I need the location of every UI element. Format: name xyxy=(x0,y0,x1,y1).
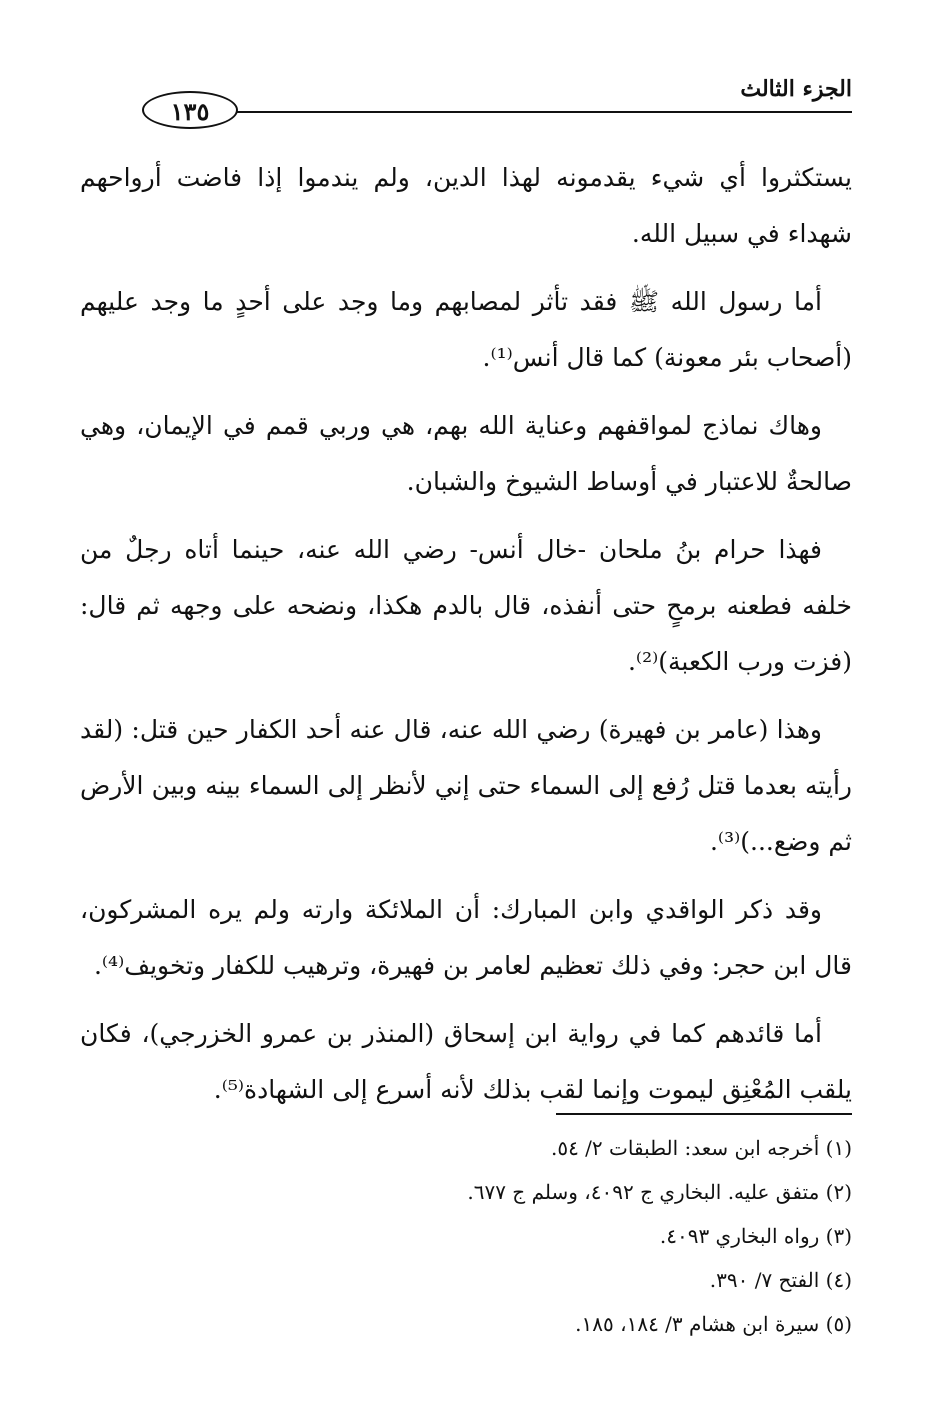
page-header xyxy=(86,70,852,130)
paragraph: وهاك نماذج لمواقفهم وعناية الله بهم، هي وربي قمم في الإيمان، وهي صالحةٌ للاعتبار في أوساط الشيوخ والشبان. xyxy=(80,411,852,496)
footnote: (١) أخرجه ابن سعد: الطبقات ٢/ ٥٤. xyxy=(550,1136,852,1160)
paragraph: يستكثروا أي شيء يقدمونه لهذا الدين، ولم يندموا إذا فاضت أرواحهم شهداء في سبيل الله. xyxy=(80,163,852,248)
header-rule xyxy=(216,111,852,113)
paragraph: وقد ذكر الواقدي وابن المبارك: أن الملائكة وارته ولم يره المشركون، قال ابن حجر: وفي ذلك تعظيم لعامر بن فهيرة، وترهيب للكفار وتخويف⁽⁴⁾. xyxy=(80,895,852,980)
footnote: (٢) متفق عليه. البخاري ج ٤٠٩٢، وسلم ج ٦٧٧. xyxy=(467,1180,852,1204)
footnote: (٥) سيرة ابن هشام ٣/ ١٨٤، ١٨٥. xyxy=(575,1312,852,1336)
paragraph: أما رسول الله ﷺ فقد تأثر لمصابهم وما وجد على أحدٍ ما وجد عليهم (أصحاب بئر معونة) كما قال أنس⁽¹⁾. xyxy=(80,287,852,372)
page-number: ١٣٥ xyxy=(142,91,238,129)
footnote-separator xyxy=(556,1113,852,1115)
paragraph: أما قائدهم كما في رواية ابن إسحاق (المنذر بن عمرو الخزرجي)، فكان يلقب المُعْنِق ليموت وإنما لقب بذلك لأنه أسرع إلى الشهادة⁽⁵⁾. xyxy=(80,1019,852,1104)
main-text xyxy=(80,150,852,1130)
footnote: (٤) الفتح ٧/ ٣٩٠. xyxy=(709,1268,852,1292)
footnote: (٣) رواه البخاري ٤٠٩٣. xyxy=(659,1224,852,1248)
paragraph: وهذا (عامر بن فهيرة) رضي الله عنه، قال عنه أحد الكفار حين قتل: (لقد رأيته بعدما قتل رُفع إلى السماء حتى إني لأنظر إلى السماء بينه وبين الأرض ثم وضع...)⁽³⁾. xyxy=(80,715,852,856)
part-title: الجزء الثالث xyxy=(740,76,852,102)
footnotes xyxy=(80,1126,852,1346)
paragraph: فهذا حرام بنُ ملحان -خال أنس- رضي الله عنه، حينما أتاه رجلٌ من خلفه فطعنه برمحٍ حتى أنفذه، قال بالدم هكذا، ونضحه على وجهه ثم قال: (فزت ورب الكعبة)⁽²⁾. xyxy=(80,535,852,676)
